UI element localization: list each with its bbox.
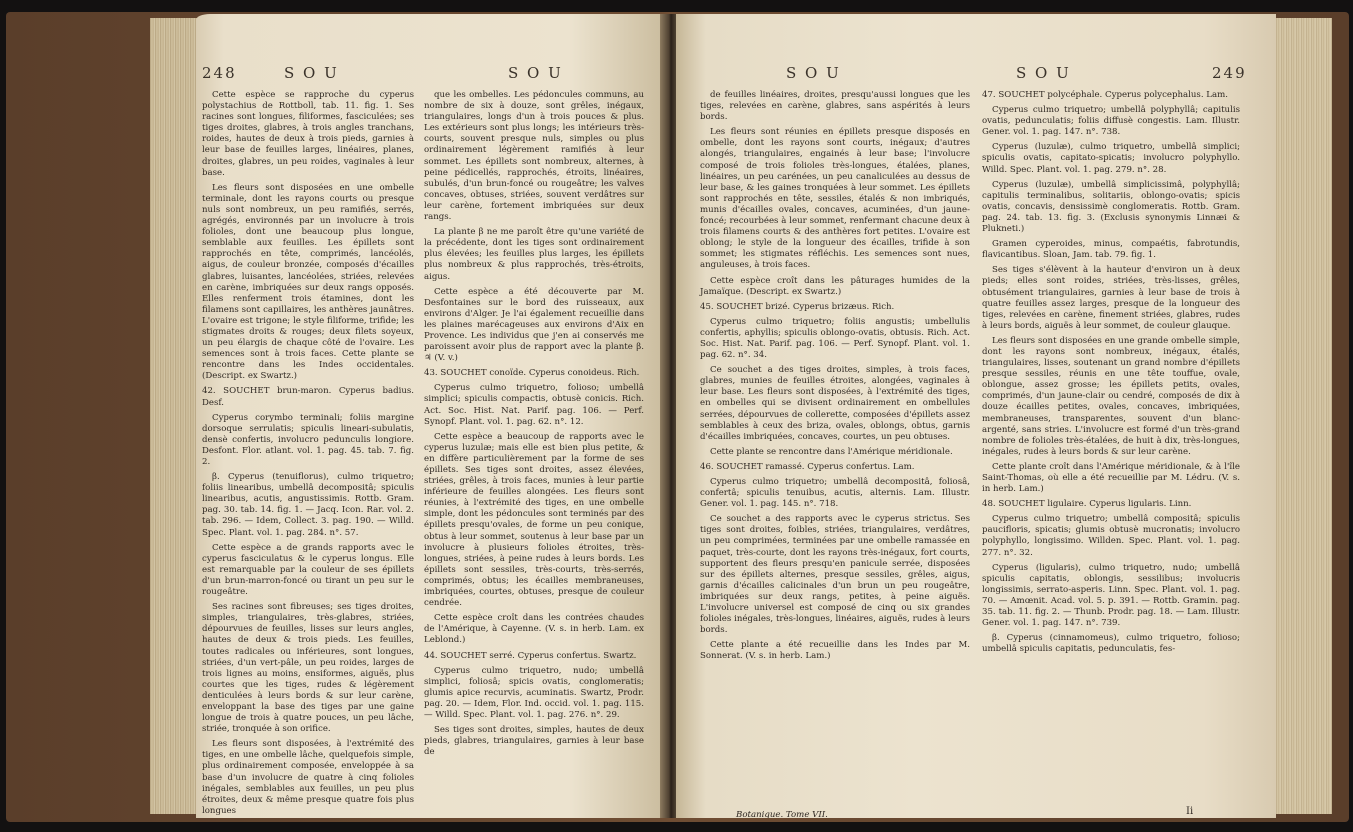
left-page: [196, 14, 663, 818]
page-number-right: 249: [1212, 64, 1247, 82]
paragraph: La plante β ne me paroît être qu'une variété de la précédente, dont les tiges sont ordinairement plus élevées; les feuilles plus larges, les épillets plus nombreux & plus rapprochés, très-étroits, aigus.: [424, 227, 644, 282]
paragraph: 44. SOUCHET serré. Cyperus confertus. Swartz.: [424, 650, 637, 661]
page-edges-right: [1272, 18, 1332, 814]
paragraph: Cyperus culmo triquetro, nudo; umbellâ simplici, foliosâ; spicis ovatis, conglomeratis; glumis apice recurvis, acuminatis. Swartz, Prodr. pag. 20. — Idem, Flor. Ind. occid. vol. 1. pag. 115. — Willd. Spec. Plant. vol. 1. pag. 276. n°. 29.: [424, 665, 644, 720]
paragraph: 45. SOUCHET brizé. Cyperus brizæus. Rich.: [700, 301, 895, 312]
paragraph: Cette espèce croît dans les contrées chaudes de l'Amérique, à Cayenne. (V. s. in herb. Lam. ex Leblond.): [424, 613, 644, 646]
footer-volume: Botanique. Tome VII.: [736, 810, 828, 818]
running-head-right-col1: S O U: [786, 64, 841, 82]
page-edges-left: [150, 18, 198, 814]
paragraph: Cette plante se rencontre dans l'Amérique méridionale.: [710, 446, 953, 457]
paragraph: Ses racines sont fibreuses; ses tiges droites, simples, triangulaires, très-glabres, striées, dépourvues de feuilles, lisses sur leurs angles, hautes de deux & trois pieds. Les feuilles, toutes radicales ou inférieures, sont longues, striées, d'un vert-pâle, un peu roides, larges de trois lignes au moins, ensiformes, aiguës, plus courtes que les tiges, rudes & légèrement denticulées à leurs bords & sur leur carène, enveloppant la base des tiges par une gaine longue de trois à quatre pouces, un peu lâche, striée, tronquée à son orifice.: [202, 602, 414, 735]
paragraph: 48. SOUCHET ligulaire. Cyperus ligularis. Linn.: [982, 499, 1192, 510]
paragraph: 46. SOUCHET ramassé. Cyperus confertus. Lam.: [700, 461, 915, 472]
right-page-column-1: [700, 90, 970, 667]
paragraph: β. Cyperus (tenuiflorus), culmo triquetro; foliis linearibus, umbellâ decompositâ; spiculis linearibus, acutis, angustissimis. Rottb. Gram. pag. 30. tab. 14. fig. 1. — Jacq. Icon. Rar. vol. 2. tab. 296. — Idem, Collect. 3. pag. 190. — Willd. Spec. Plant. vol. 1. pag. 284. n°. 57.: [202, 472, 414, 538]
paragraph: Cette plante a été recueillie dans les Indes par M. Sonnerat. (V. s. in herb. Lam.): [700, 640, 970, 662]
paragraph: Cyperus culmo triquetro; umbellâ compositâ; spiculis paucifloris, spicatis; glumis obtusè mucronatis; involucro polyphyllo, longissimo. Willden. Spec. Plant. vol. 1. pag. 277. n°. 32.: [982, 514, 1240, 558]
paragraph: de feuilles linéaires, droites, presqu'aussi longues que les tiges, relevées en carène, glabres, sans aspérités à leurs bords.: [700, 90, 970, 123]
signature-mark: Ii: [1186, 806, 1194, 817]
paragraph: Cette espèce se rapproche du cyperus polystachius de Rottboll, tab. 11. fig. 1. Ses racines sont longues, filiformes, fasciculées; ses tiges droites, glabres, à trois angles tranchans, roides, hautes de deux à trois pieds, garnies à leur base de feuilles larges, linéaires, planes, droites, glabres, un peu roides, vaginales à leur base.: [202, 90, 414, 178]
paragraph: Cette espèce croît dans les pâturages humides de la Jamaïque. (Descript. ex Swartz.): [700, 275, 970, 297]
paragraph: Cette espèce a beaucoup de rapports avec le cyperus luzulæ; mais elle est bien plus petite, & en diffère particulièrement par la forme de ses épillets. Ses tiges sont droites, assez élevées, striées, grêles, à trois faces, munies à leur partie inférieure de feuilles alongées. Les fleurs sont réunies, à l'extrémité des tiges, en une ombelle simple, dont les pédoncules sont terminés par des épillets presqu'ovales, de forme un peu conique, obtus à leur sommet, soutenus à leur base par un involucre à plusieurs folioles étroites, très-longues, striées, à peine rudes à leurs bords. Les épillets sont sessiles, très-courts, très-serrés, comprimés, obtus; les écailles membraneuses, imbriquées, courtes, obtuses, presque de couleur cendrée.: [424, 431, 644, 609]
paragraph: Gramen cyperoides, minus, compaétis, fabrotundis, flavicantibus. Sloan, Jam. tab. 79. fig. 1.: [982, 239, 1240, 261]
paragraph: Ce souchet a des rapports avec le cyperus strictus. Ses tiges sont droites, foibles, striées, triangulaires, verdâtres, un peu comprimées, terminées par une ombelle ramassée en paquet, très-courte, dont les rayons très-inégaux, fort courts, supportent des fleurs presqu'en panicule serrée, disposées sur des épillets alternes, presque sessiles, grêles, aigus, garnis d'écailles calicinales d'un brun un peu rougeâtre, imbriquées sur deux rangs, petites, à peine aiguës. L'involucre universel est composé de cinq ou six grandes folioles inégales, très-longues, linéaires, aiguës, rudes à leurs bords.: [700, 514, 970, 636]
left-page-column-1: [202, 90, 414, 818]
paragraph: Les fleurs sont disposées en une grande ombelle simple, dont les rayons sont nombreux, inégaux, étalés, triangulaires, lisses, soutenant un grand nombre d'épillets presque sessiles, réunis en une tête touffue, ovale, oblongue, assez grosse; les épillets petits, ovales, comprimés, d'un jaune-clair ou cendré, composés de dix à douze écailles petites, ovales, concaves, imbriquées, membraneuses, transparentes, souvent d'un blanc-argenté, sans stries. L'involucre est formé d'un très-grand nombre de folioles très-étalées, de huit à dix, très-longues, inégales, rudes à leurs bords & sur leur carène.: [982, 335, 1240, 457]
paragraph: Cyperus corymbo terminali; foliis margine dorsoque serrulatis; spiculis lineari-subulatis, densè confertis, involucro pedunculis longiore. Desfont. Flor. atlant. vol. 1. pag. 45. tab. 7. fig. 2.: [202, 412, 414, 467]
paragraph: 47. SOUCHET polycéphale. Cyperus polycephalus. Lam.: [982, 90, 1229, 100]
paragraph: que les ombelles. Les pédoncules communs, au nombre de six à douze, sont grêles, inégaux, triangulaires, longs d'un à trois pouces & plus. Les extérieurs sont plus longs; les intérieurs très-courts, souvent presque nuls, simples ou plus ordinairement légèrement ramifiés à leur sommet. Les épillets sont nombreux, alternes, à peine pédicellés, rapprochés, étroits, linéaires, subulés, d'un brun-foncé ou rougeâtre; les valves concaves, obtuses, striées, souvent verdâtres sur leur carène, fortement imbriquées sur deux rangs.: [424, 90, 644, 223]
paragraph: Cyperus culmo triquetro, folioso; umbellâ simplici; spiculis compactis, obtusè conicis. Rich. Act. Soc. Hist. Nat. Parif. pag. 106. — Perf. Synopf. Plant. vol. 1. pag. 62. n°. 12.: [424, 383, 644, 427]
running-head-left-col1: S O U: [284, 64, 339, 82]
paragraph: Les fleurs sont disposées, à l'extrémité des tiges, en une ombelle lâche, quelquefois simple, plus ordinairement composée, enveloppée à sa base d'un involucre de quatre à cinq folioles inégales, semblables aux feuilles, un peu plus étroites, deux & même presque quatre fois plus longues: [202, 739, 414, 816]
paragraph: Cette plante croît dans l'Amérique méridionale, & à l'île Saint-Thomas, où elle a été recueillie par M. Lédru. (V. s. in herb. Lam.): [982, 461, 1240, 495]
paragraph: Cyperus culmo triquetro; umbellâ polyphyllâ; capitulis ovatis, pedunculatis; foliis diffusè congestis. Lam. Illustr. Gener. vol. 1. pag. 147. n°. 738.: [982, 105, 1240, 138]
paragraph: 42. SOUCHET brun-maron. Cyperus badius. Desf.: [202, 386, 414, 408]
paragraph: Cyperus (luzulæ), umbellâ simplicissimâ, polyphyllâ; capitulis terminalibus, solitariis, oblongo-ovatis; spicis ovatis, concavis, densissimè conglomeratis. Rottb. Gram. pag. 24. tab. 13. fig. 3. (Exclusis synonymis Linnæi & Plukneti.): [982, 179, 1240, 235]
paragraph: Cyperus culmo triquetro; foliis angustis; umbellulis confertis, aphyllis; spiculis oblongo-ovatis, obtusis. Rich. Act. Soc. Hist. Nat. Parif. pag. 106. — Perf. Synopf. Plant. vol. 1. pag. 62. n°. 34.: [700, 316, 970, 361]
paragraph: Cyperus culmo triquetro; umbellâ decompositâ, foliosâ, confertâ; spiculis tenuibus, acutis, alternis. Lam. Illustr. Gener. vol. 1. pag. 145. n°. 718.: [700, 477, 970, 510]
paragraph: 43. SOUCHET conoïde. Cyperus conoideus. Rich.: [424, 368, 640, 379]
paragraph: Ses tiges s'élèvent à la hauteur d'environ un à deux pieds; elles sont roides, striées, très-lisses, grêles, obtusément triangulaires, garnies à leur base de trois à quatre feuilles assez larges, presque de la longueur des tiges, relevées en carène, finement striées, glabres, rudes à leurs bords, aiguës à leur sommet, de couleur glauque.: [982, 265, 1240, 331]
right-page-column-2: [982, 90, 1240, 659]
paragraph: Les fleurs sont réunies en épillets presque disposés en ombelle, dont les rayons sont courts, inégaux; d'autres alongés, triangulaires, engainés à leur base; l'involucre composé de trois folioles très-longues, étalées, planes, linéaires, un peu carénées, un peu canaliculées au dessus de leur base, & les gaines tronquées à leur sommet. Les épillets sont rapprochés en tête, sessiles, étalés & non imbriqués, munis d'écailles ovales, concaves, acuminées, d'un jaune-foncé; recourbées à leur sommet, renfermant chacune deux à trois filamens courts & des anthères fort petites. L'ovaire est oblong; le style de la longueur des écailles, trifide à son sommet; les stigmates réfléchis. Les semences sont nues, anguleuses, à trois faces.: [700, 127, 970, 271]
running-head-right-col2: S O U: [1016, 64, 1071, 82]
left-page-column-2: [424, 90, 644, 762]
paragraph: β. Cyperus (cinnamomeus), culmo triquetro, folioso; umbellâ spiculis capitatis, pedunculatis, fes-: [982, 633, 1240, 655]
right-page: [676, 14, 1276, 818]
paragraph: Ses tiges sont droites, simples, hautes de deux pieds, glabres, triangulaires, garnies à leur base de: [424, 725, 644, 758]
paragraph: Cyperus (ligularis), culmo triquetro, nudo; umbellâ spiculis capitatis, oblongis, sessilibus; involucris longissimis, serrato-asperis. Linn. Spec. Plant. vol. 1. pag. 70. — Amœnit. Acad. vol. 5. p. 391. — Rottb. Gramin. pag. 35. tab. 11. fig. 2. — Thunb. Prodr. pag. 18. — Lam. Illustr. Gener. vol. 1. pag. 147. n°. 739.: [982, 562, 1240, 629]
paragraph: Cyperus (luzulæ), culmo triquetro, umbellâ simplici; spiculis ovatis, capitato-spicatis; involucro polyphyllo. Willd. Spec. Plant. vol. 1. pag. 279. n°. 28.: [982, 142, 1240, 175]
paragraph: Cette espèce a été découverte par M. Desfontaines sur le bord des ruisseaux, aux environs d'Alger. Je l'ai également recueillie dans les plaines marécageuses aux environs d'Aix en Provence. Les individus que j'en ai conservés me paroissent avoir plus de rapport avec la plante β. ♃ (V. v.): [424, 286, 644, 364]
paragraph: Cette espèce a de grands rapports avec le cyperus fasciculatus & le cyperus longus. Elle est remarquable par la couleur de ses épillets d'un brun-marron-foncé ou tirant un peu sur le rougeâtre.: [202, 542, 414, 598]
paragraph: Les fleurs sont disposées en une ombelle terminale, dont les rayons courts ou presque nuls sont nombreux, un peu ramifiés, serrés, agrégés, environnés par un involucre à trois folioles, dont une beaucoup plus longue, semblable aux feuilles. Les épillets sont rapprochés en tête, comprimés, lancéolés, aigus, de couleur bronzée, composés d'écailles glabres, luisantes, lancéolées, striées, relevées en carène, imbriquées sur deux rangs opposés. Elles renferment trois étamines, dont les filamens sont capillaires, les anthères jaunâtres. L'ovaire est trigone; le style filiforme, trifide; les stigmates droits & rouges; deux filets soyeux, un peu élargis de chaque côté de l'ovaire. Les semences sont à trois faces. Cette plante se rencontre dans les Indes occidentales. (Descript. ex Swartz.): [202, 182, 414, 382]
page-number-left: 248: [202, 64, 237, 82]
running-head-left-col2: S O U: [508, 64, 563, 82]
paragraph: Ce souchet a des tiges droites, simples, à trois faces, glabres, munies de feuilles étroites, alongées, vaginales à leur base. Les fleurs sont disposées, à l'extrémité des tiges, en ombelles qui se divisent ordinairement en ombellules serrées, dépourvues de collerette, composées d'épillets assez semblables à ceux des briza, ovales, oblongs, obtus, garnis d'écailles imbriquées, concaves, courtes, un peu obtuses.: [700, 365, 970, 442]
